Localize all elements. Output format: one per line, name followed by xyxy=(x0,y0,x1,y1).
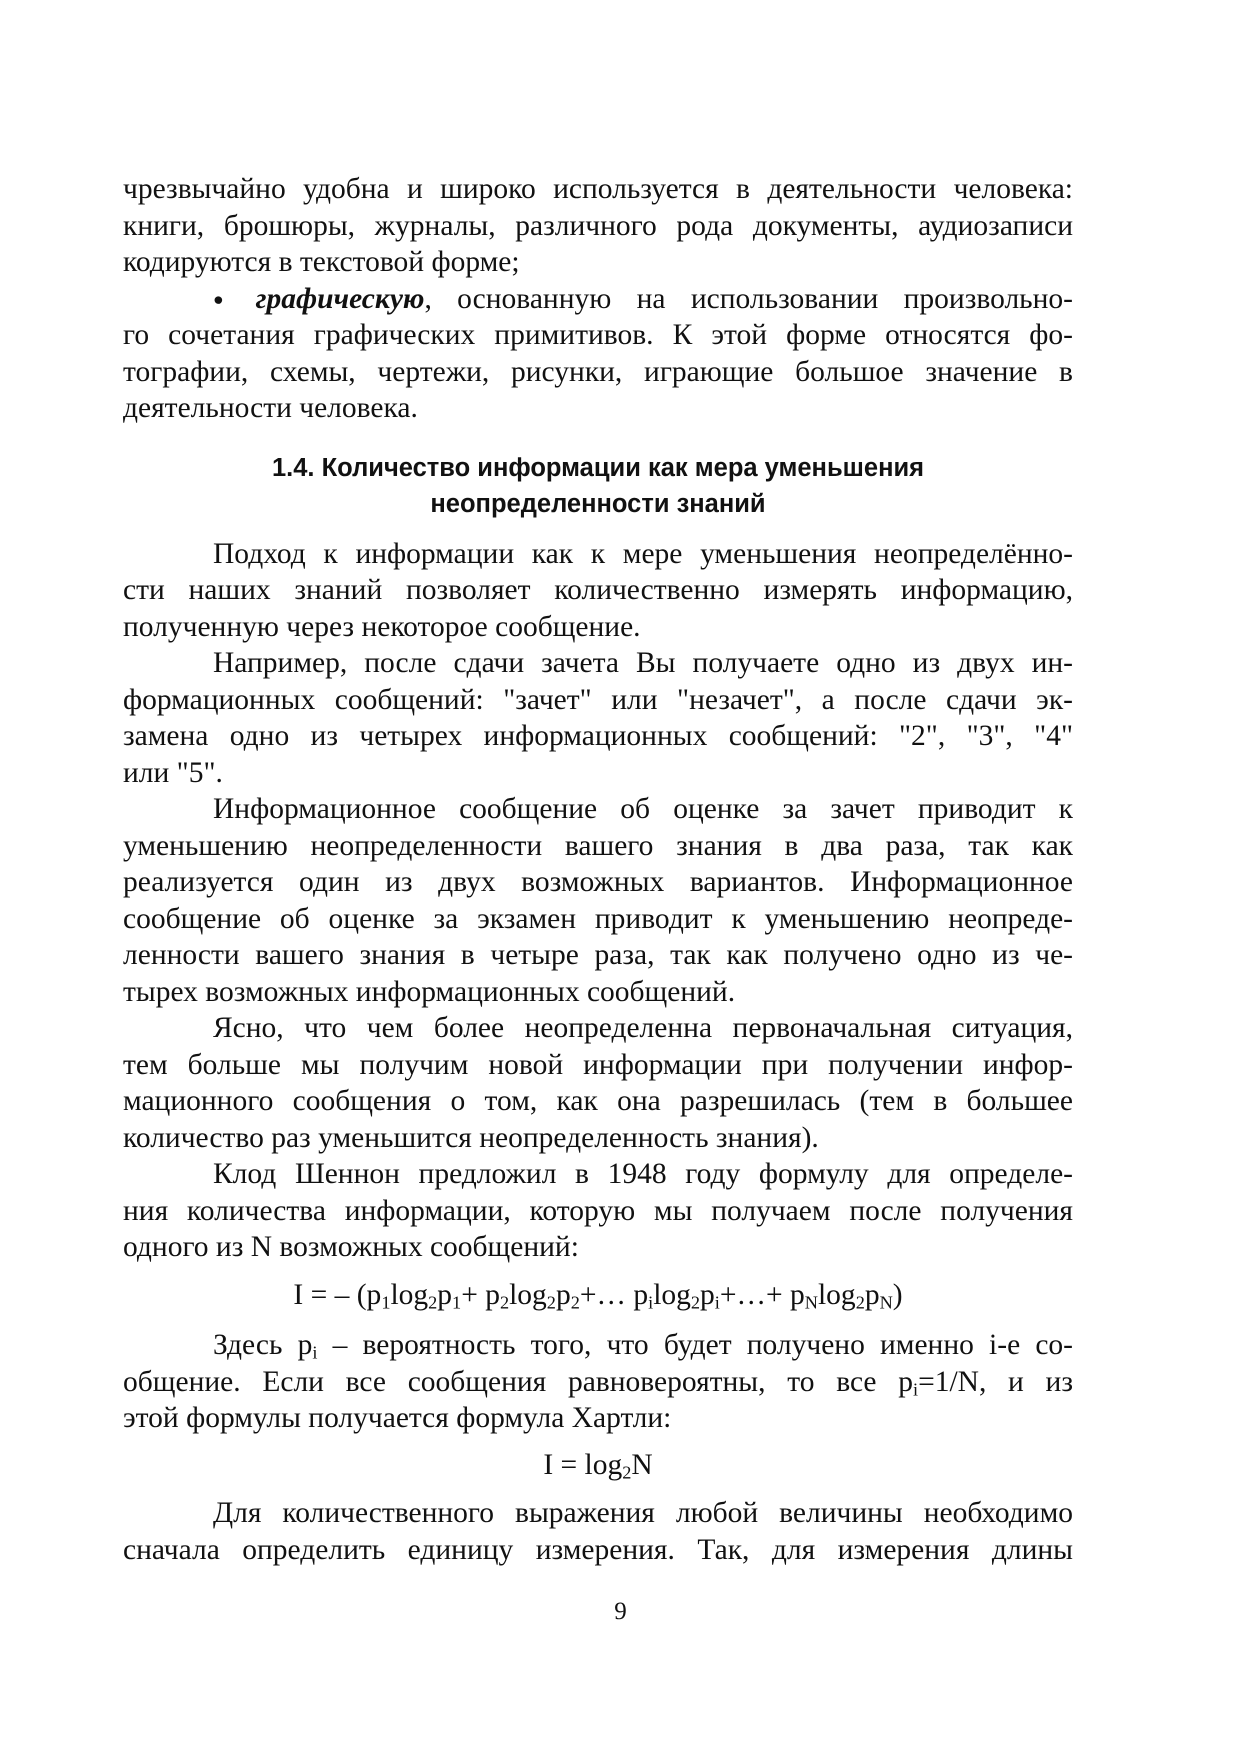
text-line xyxy=(123,937,1073,974)
text-line xyxy=(123,317,1073,354)
text-segment: ) xyxy=(892,1278,903,1311)
text-line xyxy=(123,390,1073,427)
subscript: 2 xyxy=(499,1292,510,1313)
text-segment: общение. Если все сообщения равновероятны, то все p xyxy=(123,1365,913,1398)
text-segment: сообщение об оценке за экзамен приводит к уменьшению неопреде- xyxy=(123,902,1073,935)
subscript: i xyxy=(714,1292,720,1313)
subscript: i xyxy=(312,1342,318,1363)
text-segment: кодируются в текстовой форме; xyxy=(123,246,520,278)
text-segment: неопределенности знаний xyxy=(430,489,766,518)
text-line xyxy=(123,1532,1073,1569)
text-segment: p xyxy=(437,1278,453,1311)
text-segment: деятельности человека. xyxy=(123,392,418,424)
paragraph xyxy=(123,1156,1073,1266)
text-line xyxy=(123,1047,1073,1084)
formula xyxy=(123,1447,1073,1484)
text-line xyxy=(123,572,1073,609)
text-line xyxy=(123,901,1073,938)
text-line xyxy=(123,450,1073,486)
text-line xyxy=(123,609,1073,646)
text-segment: мационного сообщения о том, как она разрешилась (тем в большее xyxy=(123,1085,1073,1117)
text-segment: p xyxy=(864,1278,880,1311)
subscript: i xyxy=(648,1292,654,1313)
text-line xyxy=(123,1010,1073,1047)
text-line xyxy=(123,208,1073,245)
page-number: 9 xyxy=(614,1598,627,1625)
text-line xyxy=(123,828,1073,865)
emphasized-term: графическую xyxy=(255,282,425,315)
text-line xyxy=(123,1229,1073,1266)
paragraph xyxy=(123,1495,1073,1568)
text-line xyxy=(123,645,1073,682)
text-line xyxy=(123,1277,1073,1314)
subscript: N xyxy=(804,1292,818,1313)
text-segment: I = – (p xyxy=(293,1278,382,1311)
text-segment: p xyxy=(555,1278,571,1311)
text-segment: 1.4. Количество информации как мера уменьшения xyxy=(271,453,925,482)
text-line xyxy=(123,1447,1073,1484)
text-segment: Клод Шеннон предложил в 1948 году формулу для определе- xyxy=(213,1158,1073,1190)
text-segment: или "5". xyxy=(123,756,223,789)
text-segment: + p xyxy=(461,1278,500,1311)
text-line xyxy=(123,864,1073,901)
text-segment: этой формулы получается формула Хартли: xyxy=(123,1402,672,1434)
text-segment: тографии, схемы, чертежи, рисунки, играющие большое значение в xyxy=(123,355,1073,388)
text-segment: сначала определить единицу измерения. Так, для измерения длины xyxy=(123,1533,1073,1566)
text-segment: log xyxy=(509,1278,547,1311)
text-segment: log xyxy=(653,1278,691,1311)
text-line xyxy=(123,281,1073,318)
text-line xyxy=(123,755,1073,792)
text-line xyxy=(123,486,1073,522)
text-segment: I = log xyxy=(543,1448,623,1481)
text-segment: , основанную на использовании произвольно- xyxy=(424,282,1074,315)
subscript: 2 xyxy=(690,1292,701,1313)
paragraph xyxy=(123,171,1073,281)
text-segment: уменьшению неопределенности вашего знания в два раза, так как xyxy=(123,829,1073,862)
text-segment: тырех возможных информационных сообщений. xyxy=(123,975,736,1008)
subscript: 2 xyxy=(428,1292,438,1313)
subscript: 1 xyxy=(381,1292,391,1313)
text-segment: Информационное сообщение об оценке за зачет приводит к xyxy=(213,793,1073,825)
text-segment: p xyxy=(700,1278,715,1311)
subscript: i xyxy=(912,1379,919,1400)
text-segment: +… p xyxy=(579,1278,649,1311)
subscript: 2 xyxy=(622,1462,632,1483)
paragraph xyxy=(123,791,1073,1010)
text-segment: го сочетания графических примитивов. К этой форме относятся фо- xyxy=(123,319,1073,351)
text-segment: =1/N, и из xyxy=(918,1365,1073,1398)
paragraph xyxy=(123,536,1073,646)
text-segment: полученную через некоторое сообщение. xyxy=(123,610,641,643)
section-heading xyxy=(123,450,1073,522)
document-page xyxy=(123,171,1073,1568)
paragraph xyxy=(123,1010,1073,1156)
text-segment: формационных сообщений: "зачет" или "незачет", а после сдачи эк- xyxy=(123,683,1073,716)
text-segment: N xyxy=(631,1448,653,1481)
text-segment: сти наших знаний позволяет количественно измерять информацию, xyxy=(123,574,1073,606)
text-segment: чрезвычайно удобна и широко используется в деятельности человека: xyxy=(123,173,1073,205)
text-segment: Например, после сдачи зачета Вы получаете одно из двух ин- xyxy=(213,647,1073,679)
paragraph xyxy=(123,1327,1073,1437)
text-line xyxy=(123,536,1073,573)
text-line xyxy=(123,1495,1073,1532)
text-segment: Здесь p xyxy=(213,1329,313,1361)
text-line xyxy=(123,1400,1073,1437)
text-line xyxy=(123,1156,1073,1193)
text-line xyxy=(123,791,1073,828)
text-line xyxy=(123,1327,1073,1364)
text-segment: +…+ p xyxy=(719,1278,805,1311)
text-line xyxy=(123,1083,1073,1120)
text-segment: log xyxy=(817,1278,856,1311)
text-segment: log xyxy=(390,1278,429,1311)
bullet-icon: ● xyxy=(213,288,242,309)
text-segment: ния количества информации, которую мы получаем после получения xyxy=(123,1194,1073,1227)
text-segment: Для количественного выражения любой величины необходимо xyxy=(213,1497,1073,1529)
text-segment: – вероятность того, что будет получено именно i-е со- xyxy=(317,1329,1073,1361)
text-line xyxy=(123,1364,1073,1401)
text-segment: Подход к информации как к мере уменьшения неопределённо- xyxy=(213,537,1073,570)
text-segment: тем больше мы получим новой информации при получении инфор- xyxy=(123,1048,1073,1081)
formula xyxy=(123,1277,1073,1314)
text-line xyxy=(123,718,1073,755)
text-segment: реализуется один из двух возможных вариантов. Информационное xyxy=(123,866,1073,898)
text-line xyxy=(123,682,1073,719)
text-line xyxy=(123,354,1073,391)
text-line xyxy=(123,1193,1073,1230)
text-segment: одного из N возможных сообщений: xyxy=(123,1231,579,1263)
text-line xyxy=(123,171,1073,208)
subscript: 2 xyxy=(570,1292,580,1313)
text-segment: ленности вашего знания в четыре раза, так как получено одно из че- xyxy=(123,939,1073,971)
subscript: 2 xyxy=(546,1292,556,1313)
subscript: 2 xyxy=(855,1292,865,1313)
subscript: N xyxy=(879,1292,893,1313)
text-segment: замена одно из четырех информационных сообщений: "2", "3", "4" xyxy=(123,720,1073,752)
paragraph xyxy=(123,281,1073,427)
text-line xyxy=(123,974,1073,1011)
paragraph xyxy=(123,645,1073,791)
text-line xyxy=(123,244,1073,281)
subscript: 1 xyxy=(452,1292,462,1313)
text-segment: книги, брошюры, журналы, различного рода документы, аудиозаписи xyxy=(123,209,1073,242)
text-line xyxy=(123,1120,1073,1157)
text-segment: количество раз уменьшится неопределенность знания). xyxy=(123,1121,819,1154)
text-segment: Ясно, что чем более неопределенна первоначальная ситуация, xyxy=(213,1012,1073,1044)
